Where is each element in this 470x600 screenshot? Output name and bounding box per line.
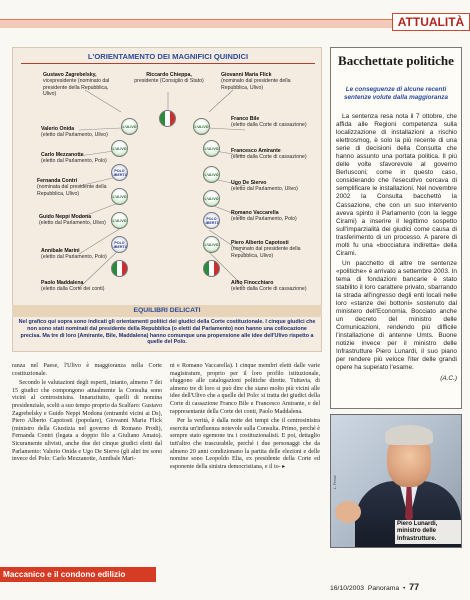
person-name: Paolo Maddalena [41, 280, 84, 286]
sidebar-paragraph: Un pacchetto di altre tre sentenze «politiche» è arrivato a settembre 2003. In tema di fondazioni bancarie è stato stabilito il loro carattere privato, sbarrando la strada all'ingresso degli enti locali nelle loro «stanze dei bottoni» sostenuto dal ministero dell'Economia. Bocciato anche un decreto del ministro delle Comunicazioni, rendendo più difficile l'installazione di antenne Umts. Buone notizie invece per il ministro delle Infrastrutture Piero Lunardi, il suo piano per rendere più veloce l'iter delle grandi opere ha superato l'esame. [336, 259, 457, 372]
article-paragraph: ranza nel Paese, l'Ulivo è maggioranza nella Corte costituzionale. [12, 363, 162, 377]
person-role: (eletto dal Parlamento, Ulivo) [41, 132, 108, 139]
ulivo-emblem-icon: L'ULIVO [203, 140, 220, 157]
infographic-title: L'ORIENTAMENTO DEI MAGNIFICI QUINDICI [87, 52, 249, 61]
person-role: (eletto dalla Corte di cassazione) [231, 154, 307, 161]
footer-date: 16/10/2003 [330, 585, 365, 592]
header-rule [0, 19, 400, 28]
article-column-2 [170, 363, 320, 583]
sidebar-signature: (A.C.) [440, 374, 457, 382]
person-role: presidente (Consiglio di Stato) [134, 78, 204, 85]
article-column-1 [12, 363, 162, 563]
footer-bullet: • [402, 585, 406, 592]
article-paragraph: ni e Romano Vaccarella). I cinque membri eletti dalle varie magistrature, proprio per il loro profilo istituzionale, sfuggono alle catalogazioni politiche dirette. Tuttavia, di almeno tre di loro si può dire che siano molto più vicini alle idee dell'Ulivo che a quelle del Polo: si tratta dei giudici della Corte di cassazione Franco Bile e Francesco Amirante, e del rappresentante della Corte dei conti, Paolo Maddalena. [170, 363, 320, 415]
person-capotosti [231, 240, 319, 259]
photo-caption: Piero Lunardi, ministro delle Infrastrutture. [395, 520, 461, 544]
section-label: ATTUALITÀ [392, 13, 470, 31]
person-role: vicepresidente (nominato dal presidente della Repubblica, Ulivo) [43, 78, 110, 98]
person-name: Franco Bile [231, 116, 260, 122]
person-onida [41, 126, 119, 139]
ulivo-emblem-icon: L'ULIVO [203, 190, 220, 207]
person-name: Valerio Onida [41, 126, 75, 132]
ulivo-emblem-icon: L'ULIVO [111, 212, 128, 229]
ulivo-emblem-icon: L'ULIVO [111, 140, 128, 157]
next-section-heading: Maccanico e il condono edilizio [0, 567, 156, 582]
person-name: Alfio Finocchiaro [231, 280, 274, 286]
person-role: (eletto dal Parlamento, Polo) [41, 254, 107, 261]
ulivo-emblem-icon: L'ULIVO [203, 236, 220, 253]
photo-credit: L. Ferrari [333, 475, 337, 490]
sidebar-body [336, 113, 457, 383]
page-number: 77 [409, 582, 420, 592]
article-paragraph: Secondo le valutazioni degli esperti, intanto, almeno 7 dei 15 giudici che compongono attualmente la Consulta sono vicini al centrosinistra. Innanzitutto, quelli di nomina presidenziale, scelti a suo tempo proprio da Scalfaro: Gustavo Zagrebelsky e Guido Neppi Modona (entrambi vicini ai Ds), Piero Alberto Capotosti (popolare), Giovanni Maria Flick (ministro della Giustizia nel governo di Romano Prodi), Fernanda Contri (legata a doppio filo a Giuliano Amato). Sicuramente ulivisti, anche due dei cinque giudici eletti dal Parlamento: Valerio Onida e Ugo De Siervo (gli altri tre sono invece del Polo: Carlo Mezzanotte, Annibale Mari- [12, 380, 162, 463]
photo-hair [385, 425, 433, 445]
tricolore-emblem-icon [111, 260, 128, 277]
person-chieppa [133, 72, 205, 85]
person-bile [231, 116, 317, 129]
person-name: Giovanni Maria Flick [221, 72, 272, 78]
tricolore-emblem-icon [203, 260, 220, 277]
sidebar-paragraph: La sentenza resa nota il 7 ottobre, che affida alle Regioni competenza sulla localizzazione di installazioni a rischio elettrosmog, è solo la più recente di una serie di decisioni della Consulta che hanno assunto una portata politica. Il più delle volte sfavorevole al governo Berlusconi; come in questo caso, considerando che l'esecutivo cercava di semplificare le installazioni. Nel novembre 2002 la Consulta bacchettò la Cassazione, che con un suo intervento aveva spinto il Parlamento (con la legge Cirami) a inserire il legittimo sospetto sull'imparzialità dei giudici come causa di trasferimento di un processo. A parere di molti fu una «bocciatura indiretta» della Cirami. [336, 113, 457, 257]
person-amirante [231, 148, 317, 161]
photo-hand [335, 501, 361, 523]
person-maddalena [41, 280, 119, 293]
person-role: (eletto dalla Corte di cassazione) [231, 286, 307, 293]
polo-emblem-icon: POLO LIBERTÀ [111, 236, 128, 253]
person-marini [41, 248, 119, 261]
footer-magazine: Panorama [367, 585, 400, 592]
person-role: (eletto dalla Corte dei conti) [41, 286, 105, 293]
person-name: Carlo Mezzanotte [41, 152, 84, 158]
person-role: (eletto dalla Corte di cassazione) [231, 122, 307, 129]
person-role: (eletto dal Parlamento, Polo) [231, 216, 297, 223]
polo-emblem-icon: POLO LIBERTÀ [203, 212, 220, 229]
tricolore-emblem-icon [159, 110, 176, 127]
person-name: Fernanda Contri [37, 178, 78, 184]
person-name: Romano Vaccarella [231, 210, 279, 216]
person-mezzanotte [41, 152, 119, 165]
person-finocchiaro [231, 280, 317, 293]
ulivo-emblem-icon: L'ULIVO [203, 166, 220, 183]
person-neppi-modona [39, 214, 119, 227]
page-footer [330, 582, 470, 592]
person-role: (eletto dal Parlamento, Polo) [41, 158, 107, 165]
ulivo-emblem-icon: L'ULIVO [111, 188, 128, 205]
person-name: Gustavo Zagrebelsky, [43, 72, 97, 78]
person-name: Riccardo Chieppa, [146, 72, 192, 78]
person-role: (eletto dal Parlamento, Ulivo) [231, 186, 298, 193]
person-zagrebelsky [43, 72, 123, 98]
person-flick [221, 72, 315, 91]
person-name: Francesco Amirante [231, 148, 281, 154]
person-contri [37, 178, 119, 197]
person-role: (nominato dal presidente della Repubblica, Ulivo) [231, 246, 301, 259]
person-name: Guido Neppi Modona [39, 214, 92, 220]
person-name: Annibale Marini [41, 248, 80, 254]
sidebar-title: Bacchettate politiche [338, 53, 454, 68]
person-name: Piero Alberto Capotosti [231, 240, 289, 246]
ulivo-emblem-icon: L'ULIVO [193, 118, 210, 135]
person-role: (nominato dal presidente della Repubblica, Ulivo) [221, 78, 291, 91]
person-role: (nominata dal presidente della Repubblica, Ulivo) [37, 184, 107, 197]
equilibri-title: EQUILIBRI DELICATI [12, 305, 322, 317]
article-paragraph: Per la verità, è dalla notte dei tempi che il centrosinistra esercita un'influenza notevole sulla Consulta. Primo, perché è sempre stato egemone tra i costituzionalisti. E poi, dettaglio tutt'altro che trascurabile, perché i due personaggi che da almeno 20 anni condizionano la partita delle elezioni e delle nomine sono Leopoldo Elia, ex presidente della Corte ed esponente della sinistra democristiana, e il to- ▸ [170, 418, 320, 470]
ulivo-emblem-icon: L'ULIVO [121, 118, 138, 135]
person-de-siervo [231, 180, 317, 193]
person-name: Ugo De Siervo [231, 180, 267, 186]
person-role: (eletto dal Parlamento, Ulivo) [39, 220, 106, 227]
person-vaccarella [231, 210, 317, 223]
equilibri-text: Nel grafico qui sopra sono indicati gli orientamenti politici dei giudici della Corte costituzionale. I cinque giudici che non sono stati nominati dal presidente della Repubblica (o eletti dal Parlamento) non hanno una collocazione precisa. Ma tre di loro (Amirante, Bile, Maddalena) hanno comunque una propensione alle idee dell'Ulivo rispetto a quelle del Polo. [18, 319, 316, 346]
polo-emblem-icon: POLO LIBERTÀ [111, 164, 128, 181]
sidebar-lead: Le conseguenze di alcune recenti sentenze volute dalla maggioranza [344, 86, 448, 101]
